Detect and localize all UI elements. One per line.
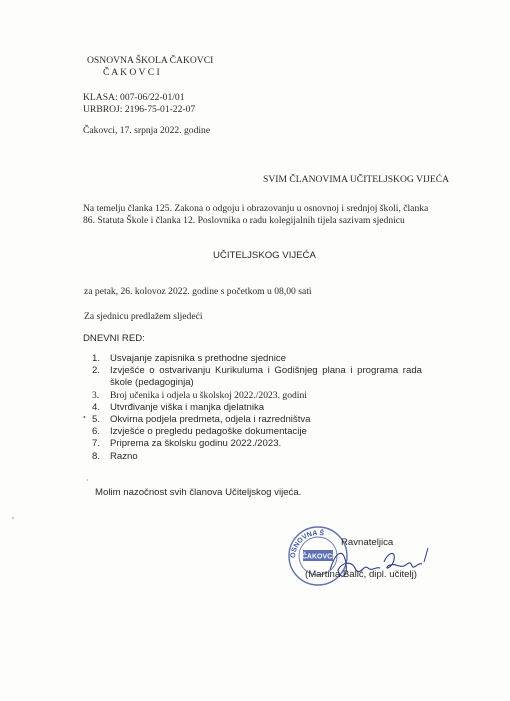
agenda-item (82, 438, 422, 450)
agenda-item-text: Usvajanje zapisnika s prethodne sjednice (110, 353, 286, 364)
closing-line: Molim nazočnost svih članova Učiteljskog vijeća. (95, 487, 302, 498)
agenda-list (82, 353, 422, 463)
agenda-item-number: 8. (92, 450, 101, 462)
meeting-time: za petak, 26. kolovoz 2022. godine s početkom u 08,00 sati (84, 286, 312, 297)
agenda-item-text: Razno (110, 450, 138, 462)
date-line: Čakovci, 17. srpnja 2022. godine (83, 125, 211, 136)
stamp-center-text: ČAKOVCI (301, 553, 335, 561)
agenda-item (82, 426, 422, 438)
agenda-item-number: 6. (92, 426, 101, 438)
agenda-item (82, 414, 422, 426)
signature-title: Ravnateljica (341, 537, 394, 548)
meeting-title: UČITELJSKOG VIJEĆA (213, 250, 316, 261)
agenda-item (82, 402, 422, 414)
agenda-item (82, 451, 422, 463)
signature-name: (Martina Balić, dipl. učitelj) (305, 569, 417, 580)
agenda-item (82, 365, 422, 389)
school-town: Č A K O V C I (103, 67, 160, 78)
agenda-item-number: 7. (92, 438, 101, 450)
agenda-item-number: 5. (92, 414, 101, 426)
agenda-item-text: Priprema za školsku godinu 2022./2023. (110, 438, 282, 450)
agenda-item (82, 353, 422, 365)
agenda-heading: DNEVNI RED: (83, 333, 145, 344)
stamp-arc-text: OSNOVNA Š (289, 529, 325, 559)
margin-mark: · (86, 476, 89, 485)
agenda-item-text: Broj učenika i odjela u školskoj 2022./2023. godini (110, 389, 307, 401)
recipient-line: SVIM ČLANOVIMA UČITELJSKOG VIJEĆA (263, 174, 450, 185)
school-name: OSNOVNA ŠKOLA ČAKOVCI (87, 55, 214, 66)
agenda-item-number: 4. (92, 401, 101, 413)
agenda-item-number: 2. (92, 365, 101, 377)
klasa-line: KLASA: 007-06/22-01/01 (83, 92, 185, 103)
agenda-item-number: 3. (92, 389, 100, 401)
proposal-line: Za sjednicu predlažem sljedeći (84, 311, 203, 322)
agenda-item-text: Izvješće o pregledu pedagoške dokumentacije (110, 426, 307, 438)
intro-paragraph: Na temelju članka 125. Zakona o odgoju i obrazovanju u osnovnoj i srednjoj školi, članka 86. Statuta Škole i članka 12. Poslovnika o radu kolegijalnih tijela sazivam sjednicu (83, 203, 429, 226)
agenda-item-text: Utvrđivanje viška i manjka djelatnika (110, 401, 265, 413)
margin-mark: , (12, 511, 14, 520)
margin-mark: • (83, 413, 86, 422)
agenda-item-number: 1. (92, 353, 101, 364)
agenda-item-text: Izvješće o ostvarivanju Kurikuluma i Godišnjeg plana i programa rada škole (pedagoginja) (110, 365, 422, 389)
agenda-item-text: Okvirna podjela predmeta, odjela i razredništva (110, 414, 311, 426)
agenda-item (82, 390, 422, 402)
urbroj-line: URBROJ: 2196-75-01-22-07 (83, 104, 196, 115)
